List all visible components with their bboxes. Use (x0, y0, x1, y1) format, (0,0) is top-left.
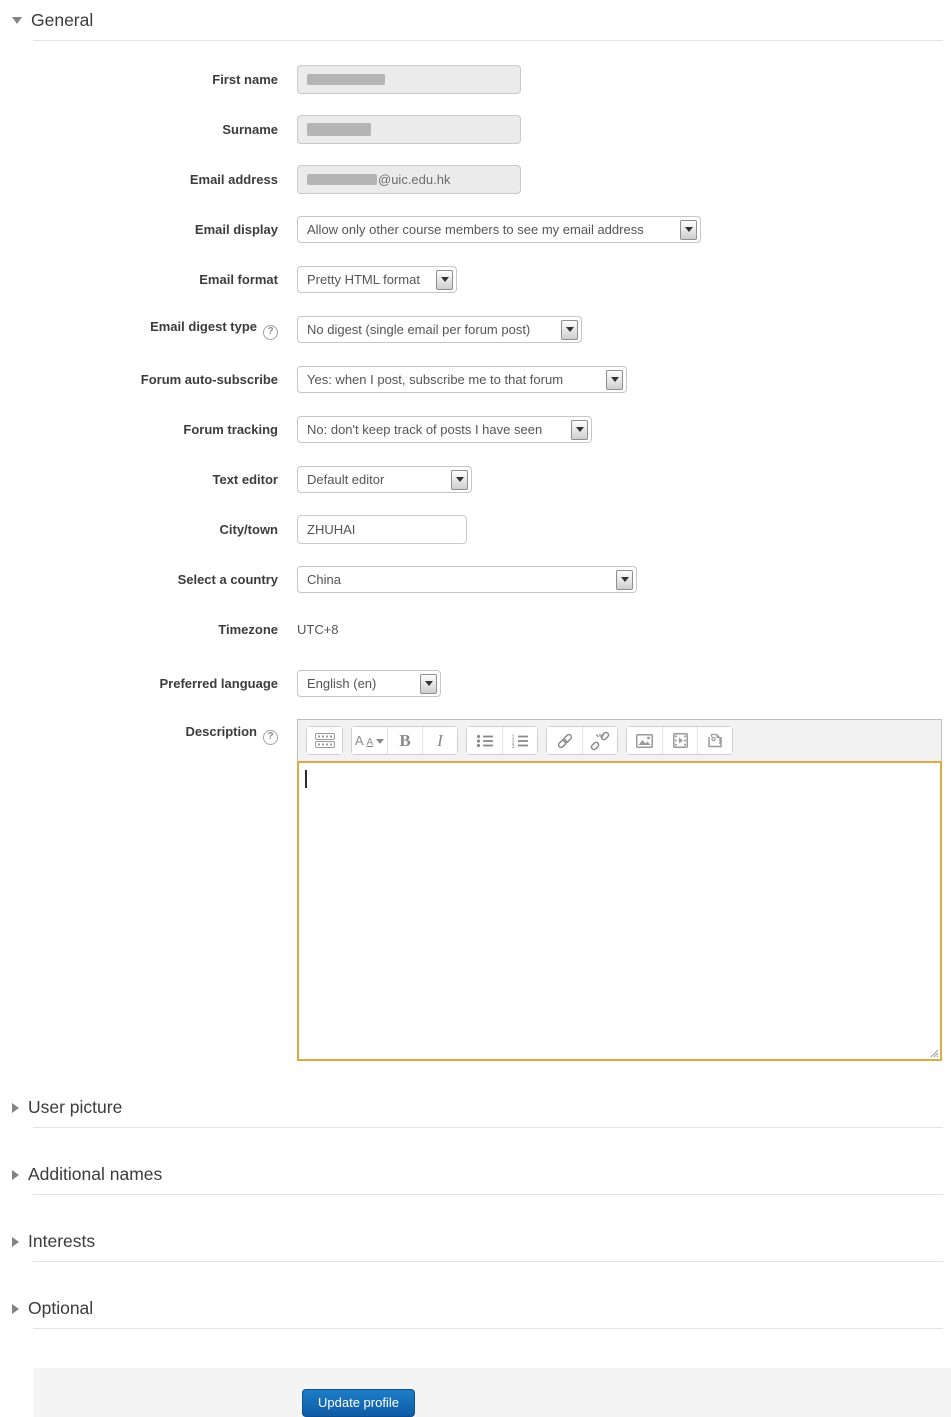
toolbar-group-toggle (306, 726, 343, 755)
redacted-value (307, 174, 377, 185)
dropdown-arrow-icon (436, 270, 453, 290)
svg-text:1: 1 (511, 734, 515, 741)
expand-triangle-icon (12, 1237, 19, 1247)
section-additional-names (0, 1154, 951, 1195)
dropdown-arrow-icon (616, 570, 633, 590)
divider (33, 1328, 943, 1329)
insert-image-icon[interactable] (627, 727, 662, 754)
section-user-picture-header[interactable] (12, 1087, 951, 1118)
email-display-select[interactable] (297, 216, 701, 243)
ordered-list-icon[interactable] (502, 727, 537, 754)
text-editor-select[interactable] (297, 466, 472, 493)
section-optional-title: Optional (28, 1298, 94, 1318)
email-format-label: Email format (199, 271, 278, 287)
text-caret (305, 770, 307, 788)
section-additional-names-header[interactable] (12, 1154, 951, 1185)
dropdown-arrow-icon (451, 470, 468, 490)
section-interests-title: Interests (28, 1231, 96, 1251)
country-value: China (307, 572, 341, 587)
font-styles-icon[interactable]: A A (352, 727, 387, 754)
manage-files-icon[interactable] (697, 727, 732, 754)
section-user-picture-title: User picture (28, 1097, 123, 1117)
svg-text:2: 2 (511, 738, 515, 745)
row-surname (0, 115, 951, 144)
dropdown-arrow-icon (561, 320, 578, 340)
language-select[interactable] (297, 670, 441, 697)
toolbar-group-links (546, 726, 618, 755)
section-optional (0, 1288, 951, 1329)
row-forum-autosubscribe (0, 365, 951, 394)
resize-handle-icon[interactable] (929, 1048, 939, 1058)
section-user-picture (0, 1087, 951, 1128)
email-format-value: Pretty HTML format (307, 272, 420, 287)
row-email-display (0, 215, 951, 244)
svg-text:3: 3 (511, 743, 515, 750)
email-display-value: Allow only other course members to see my email address (307, 222, 644, 237)
row-forum-tracking (0, 415, 951, 444)
forum-autosubscribe-select[interactable] (297, 366, 627, 393)
country-label: Select a country (177, 571, 278, 587)
divider (33, 40, 943, 41)
country-select[interactable] (297, 566, 637, 593)
expand-triangle-icon (12, 1170, 19, 1180)
section-interests (0, 1221, 951, 1262)
row-text-editor (0, 465, 951, 494)
dropdown-arrow-icon (680, 220, 697, 240)
forum-tracking-value: No: don't keep track of posts I have seen (307, 422, 543, 437)
language-value: English (en) (307, 676, 377, 691)
email-address-field (297, 165, 521, 194)
row-city (0, 515, 951, 544)
italic-icon[interactable]: I (422, 727, 457, 754)
divider (33, 1194, 943, 1195)
city-input[interactable] (297, 515, 467, 544)
city-label: City/town (219, 521, 278, 537)
row-email-address (0, 165, 951, 194)
divider (33, 1261, 943, 1262)
dropdown-arrow-icon (420, 674, 437, 694)
section-general-title: General (31, 10, 94, 30)
language-label: Preferred language (159, 675, 278, 691)
collapse-triangle-icon (12, 17, 22, 24)
section-optional-header[interactable] (12, 1288, 951, 1319)
surname-label: Surname (222, 121, 278, 137)
first-name-field (297, 65, 521, 94)
toolbar-group-text (351, 726, 458, 755)
help-icon[interactable]: ? (263, 325, 278, 340)
expand-triangle-icon (12, 1304, 19, 1314)
forum-tracking-select[interactable] (297, 416, 592, 443)
link-icon[interactable] (547, 727, 582, 754)
surname-field (297, 115, 521, 144)
redacted-value (307, 74, 385, 85)
divider (33, 1127, 943, 1128)
toolbar-group-lists (466, 726, 538, 755)
email-digest-label: Email digest type ? (0, 319, 278, 340)
form-actions-band (33, 1368, 951, 1417)
editor-toolbar (297, 719, 942, 761)
row-description (0, 719, 951, 1061)
bold-icon[interactable]: B (387, 727, 422, 754)
email-domain-text: @uic.edu.hk (378, 172, 451, 187)
insert-media-icon[interactable] (662, 727, 697, 754)
email-digest-value: No digest (single email per forum post) (307, 322, 531, 337)
toolbar-group-media (626, 726, 733, 755)
timezone-label: Timezone (218, 621, 278, 637)
expand-triangle-icon (12, 1103, 19, 1113)
email-digest-select[interactable] (297, 316, 582, 343)
row-timezone (0, 615, 951, 644)
toolbar-toggle-icon[interactable] (307, 727, 342, 754)
first-name-label: First name (212, 71, 278, 87)
update-profile-button[interactable]: Update profile (302, 1389, 415, 1417)
forum-autosubscribe-label: Forum auto-subscribe (140, 371, 278, 387)
timezone-value: UTC+8 (297, 622, 339, 637)
row-email-digest (0, 315, 951, 344)
description-textarea[interactable] (297, 761, 942, 1061)
forum-tracking-label: Forum tracking (183, 421, 278, 437)
dropdown-arrow-icon (606, 370, 623, 390)
forum-autosubscribe-value: Yes: when I post, subscribe me to that forum (307, 372, 564, 387)
general-form (0, 65, 951, 1061)
description-label: Description ? (0, 719, 278, 745)
row-country (0, 565, 951, 594)
unordered-list-icon[interactable] (467, 727, 502, 754)
dropdown-arrow-icon (571, 420, 588, 440)
description-editor (297, 719, 942, 1061)
text-editor-label: Text editor (212, 471, 278, 487)
section-interests-header[interactable] (12, 1221, 951, 1252)
row-first-name (0, 65, 951, 94)
row-email-format (0, 265, 951, 294)
email-address-label: Email address (189, 171, 278, 187)
row-language (0, 669, 951, 698)
email-format-select[interactable] (297, 266, 457, 293)
redacted-value (307, 123, 371, 136)
email-display-label: Email display (194, 221, 278, 237)
text-editor-value: Default editor (307, 472, 385, 487)
help-icon[interactable]: ? (263, 730, 278, 745)
unlink-icon[interactable] (582, 727, 617, 754)
section-additional-names-title: Additional names (28, 1164, 163, 1184)
section-general-header[interactable] (12, 0, 951, 31)
